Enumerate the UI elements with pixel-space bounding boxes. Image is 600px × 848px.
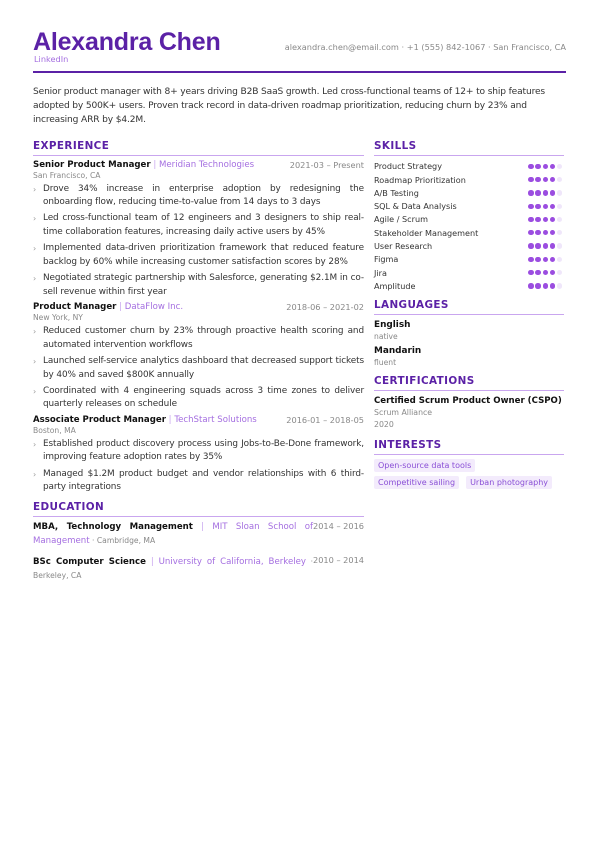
skill-rating (528, 257, 562, 262)
rating-dot-filled-icon (543, 190, 548, 195)
skills-list (374, 160, 564, 293)
skill-row (374, 213, 564, 226)
certification-issuer: Scrum Alliance (374, 407, 433, 417)
rating-dot-filled-icon (535, 164, 540, 169)
chevron-right-icon: › (33, 386, 37, 396)
rating-dot-filled-icon (550, 270, 555, 275)
rating-dot-filled-icon (528, 190, 533, 195)
rating-dot-filled-icon (528, 164, 533, 169)
section-divider (33, 516, 364, 517)
education-entry (33, 555, 364, 583)
achievement-text: Managed $1.2M product budget and vendor relationships with 6 third-party integrations (43, 468, 364, 493)
rating-dot-filled-icon (528, 283, 533, 288)
right-column (374, 140, 564, 590)
interest-tag: Competitive sailing (374, 476, 459, 489)
achievement-list (33, 183, 364, 300)
achievement-list (33, 438, 364, 495)
contact-info: alexandra.chen@email.com · +1 (555) 842-1067 · San Francisco, CA (284, 42, 566, 52)
chevron-right-icon: › (33, 214, 37, 224)
rating-dot-filled-icon (535, 243, 540, 248)
two-column-body (33, 140, 566, 590)
rating-dot-filled-icon (543, 177, 548, 182)
rating-dot-filled-icon (535, 190, 540, 195)
section-divider (374, 314, 564, 315)
rating-dot-filled-icon (543, 270, 548, 275)
interests-heading: INTERESTS (374, 438, 442, 451)
education-list (33, 521, 364, 583)
skill-rating (528, 164, 562, 169)
certification-year: 2020 (374, 419, 394, 429)
language-name: English (374, 319, 411, 330)
experience-entry (33, 160, 364, 300)
rating-dot-filled-icon (535, 283, 540, 288)
section-divider (374, 454, 564, 455)
skill-rating (528, 190, 562, 195)
rating-dot-filled-icon (528, 243, 533, 248)
skill-row (374, 266, 564, 279)
rating-dot-empty-icon (557, 190, 562, 195)
skill-row (374, 239, 564, 252)
rating-dot-filled-icon (543, 243, 548, 248)
rating-dot-empty-icon (557, 270, 562, 275)
resume-header (33, 28, 566, 68)
skill-rating (528, 230, 562, 235)
experience-entry (33, 302, 364, 412)
job-dates: 2021-03 – Present (289, 159, 364, 170)
interest-tag: Open-source data tools (374, 459, 475, 472)
job-dates: 2016-01 – 2018-05 (286, 414, 364, 425)
job-title: Senior Product Manager (33, 159, 151, 170)
chevron-right-icon: › (33, 244, 37, 254)
skill-row (374, 279, 564, 292)
achievement-text: Launched self-service analytics dashboard that decreased support tickets by 40% and saved $800K annually (43, 355, 364, 380)
achievement-item (33, 183, 364, 210)
skill-rating (528, 243, 562, 248)
skill-rating (528, 217, 562, 222)
skill-row (374, 253, 564, 266)
job-location: Boston, MA (33, 425, 76, 435)
skill-row (374, 173, 564, 186)
skill-name: Product Strategy (374, 161, 442, 172)
degree-name: MBA, Technology Management (33, 521, 193, 532)
rating-dot-filled-icon (535, 257, 540, 262)
achievement-text: Led cross-functional team of 12 engineers and 3 designers to ship real-time collaboration features, increasing daily active users by 45% (43, 213, 364, 237)
rating-dot-filled-icon (543, 164, 548, 169)
company-name: TechStart Solutions (174, 414, 257, 425)
skill-row (374, 186, 564, 199)
education-text (33, 555, 313, 583)
education-location: Berkeley, CA (33, 570, 82, 580)
education-row (33, 521, 364, 548)
rating-dot-empty-icon (557, 283, 562, 288)
school-name: MIT Sloan School of Management (33, 521, 313, 546)
candidate-name: Alexandra Chen (33, 28, 221, 56)
skill-name: Amplitude (374, 280, 416, 291)
rating-dot-filled-icon (543, 230, 548, 235)
skill-name: User Research (374, 241, 433, 252)
rating-dot-filled-icon (550, 217, 555, 222)
achievement-item (33, 212, 364, 239)
rating-dot-filled-icon (550, 177, 555, 182)
languages-list (374, 319, 564, 369)
rating-dot-empty-icon (557, 230, 562, 235)
achievement-text: Coordinated with 4 engineering squads across 3 time zones to deliver quarterly releases on schedule (43, 385, 364, 410)
school-name: University of California, Berkeley (158, 556, 306, 567)
rating-dot-filled-icon (543, 257, 548, 262)
skill-row (374, 160, 564, 173)
chevron-right-icon: › (33, 439, 37, 449)
achievement-item (33, 355, 364, 382)
skill-name: Figma (374, 254, 399, 265)
rating-dot-empty-icon (557, 177, 562, 182)
rating-dot-filled-icon (535, 204, 540, 209)
skill-row (374, 226, 564, 239)
job-title-line (33, 302, 183, 313)
skill-row (374, 200, 564, 213)
language-level: fluent (374, 357, 397, 367)
skill-rating (528, 270, 562, 275)
education-dates: 2010 – 2014 (313, 554, 364, 565)
job-title-line (33, 415, 257, 426)
job-title-line (33, 160, 254, 171)
achievement-text: Established product discovery process using Jobs-to-Be-Done framework, improving feature adoption rates by 35% (43, 438, 364, 463)
rating-dot-filled-icon (528, 257, 533, 262)
achievement-text: Reduced customer churn by 23% through proactive health scoring and automated intervention workflows (43, 326, 364, 350)
separator: · (89, 535, 97, 545)
skill-rating (528, 177, 562, 182)
education-location: Cambridge, MA (96, 535, 156, 545)
chevron-right-icon: › (33, 327, 37, 337)
rating-dot-filled-icon (535, 230, 540, 235)
interest-tag: Urban photography (466, 476, 552, 489)
chevron-right-icon: › (33, 273, 37, 283)
interests-list (374, 459, 564, 489)
skill-name: Stakeholder Management (374, 227, 479, 238)
company-name: Meridian Technologies (158, 159, 255, 170)
section-divider (374, 155, 564, 156)
rating-dot-empty-icon (557, 204, 562, 209)
rating-dot-empty-icon (557, 243, 562, 248)
rating-dot-filled-icon (535, 270, 540, 275)
rating-dot-empty-icon (557, 257, 562, 262)
rating-dot-filled-icon (550, 164, 555, 169)
education-heading: EDUCATION (33, 500, 105, 513)
linkedin-link[interactable]: LinkedIn (34, 54, 69, 64)
achievement-list (33, 325, 364, 412)
skills-heading: SKILLS (374, 139, 417, 152)
rating-dot-filled-icon (528, 217, 533, 222)
job-location: New York, NY (33, 313, 83, 323)
skill-name: SQL & Data Analysis (374, 201, 457, 212)
rating-dot-empty-icon (557, 164, 562, 169)
section-divider (33, 155, 364, 156)
rating-dot-filled-icon (543, 204, 548, 209)
rating-dot-filled-icon (528, 177, 533, 182)
education-text (33, 521, 313, 548)
rating-dot-empty-icon (557, 217, 562, 222)
header-divider (33, 71, 566, 73)
company-name: DataFlow Inc. (124, 302, 184, 313)
achievement-item (33, 438, 364, 465)
languages-heading: LANGUAGES (374, 298, 449, 311)
skill-name: Jira (374, 267, 387, 278)
skill-rating (528, 204, 562, 209)
separator: · (306, 556, 314, 566)
skill-name: A/B Testing (374, 187, 419, 198)
achievement-text: Implemented data-driven prioritization framework that reduced feature backlog by 60% while increasing customer satisfaction scores by 28% (43, 243, 364, 267)
certification-name: Certified Scrum Product Owner (CSPO) (374, 395, 562, 406)
rating-dot-filled-icon (528, 204, 533, 209)
summary-text: Senior product manager with 8+ years driving B2B SaaS growth. Led cross-functional teams of 12+ to ship features adopted by 500K+ users. Proven track record in data-driven roadmap prioritization, reducing churn by 23% and increasing ARR by $4.2M. (33, 87, 546, 126)
rating-dot-filled-icon (550, 283, 555, 288)
rating-dot-filled-icon (535, 217, 540, 222)
achievement-text: Negotiated strategic partnership with Salesforce, generating $2.1M in co-sell revenue within first year (43, 272, 364, 297)
education-entry (33, 521, 364, 548)
left-column (33, 140, 364, 590)
rating-dot-filled-icon (543, 283, 548, 288)
achievement-text: Drove 34% increase in enterprise adoption by redesigning the onboarding flow, reducing time-to-value from 14 days to 3 days (43, 183, 364, 208)
rating-dot-filled-icon (550, 190, 555, 195)
experience-heading: EXPERIENCE (33, 139, 110, 152)
separator: | (192, 521, 213, 532)
skill-name: Roadmap Prioritization (374, 174, 466, 185)
achievement-item (33, 325, 364, 352)
rating-dot-filled-icon (550, 230, 555, 235)
achievement-item (33, 385, 364, 412)
separator: | (145, 556, 159, 567)
rating-dot-filled-icon (550, 243, 555, 248)
chevron-right-icon: › (33, 469, 37, 479)
job-dates: 2018-06 – 2021-02 (286, 302, 364, 313)
certifications-list (374, 395, 564, 431)
rating-dot-filled-icon (528, 270, 533, 275)
rating-dot-filled-icon (550, 204, 555, 209)
rating-dot-filled-icon (550, 257, 555, 262)
certifications-heading: CERTIFICATIONS (374, 374, 475, 387)
job-header (33, 302, 364, 313)
skill-name: Agile / Scrum (374, 214, 428, 225)
separator: | (165, 414, 175, 425)
section-divider (374, 390, 564, 391)
chevron-right-icon: › (33, 356, 37, 366)
achievement-item (33, 242, 364, 269)
job-title: Associate Product Manager (33, 414, 166, 425)
experience-list (33, 160, 364, 495)
achievement-item (33, 468, 364, 495)
education-dates: 2014 – 2016 (313, 520, 364, 531)
experience-entry (33, 415, 364, 495)
degree-name: BSc Computer Science (33, 556, 146, 567)
job-location: San Francisco, CA (33, 170, 101, 180)
skill-rating (528, 283, 562, 288)
job-header (33, 160, 364, 171)
education-row (33, 555, 364, 583)
chevron-right-icon: › (33, 184, 37, 194)
job-header (33, 415, 364, 426)
job-title: Product Manager (33, 302, 117, 313)
language-level: native (374, 331, 398, 341)
language-name: Mandarin (374, 345, 422, 356)
resume-page (33, 28, 566, 590)
rating-dot-filled-icon (535, 177, 540, 182)
separator: | (150, 159, 159, 170)
separator: | (116, 302, 125, 313)
achievement-item (33, 272, 364, 299)
rating-dot-filled-icon (543, 217, 548, 222)
rating-dot-filled-icon (528, 230, 533, 235)
